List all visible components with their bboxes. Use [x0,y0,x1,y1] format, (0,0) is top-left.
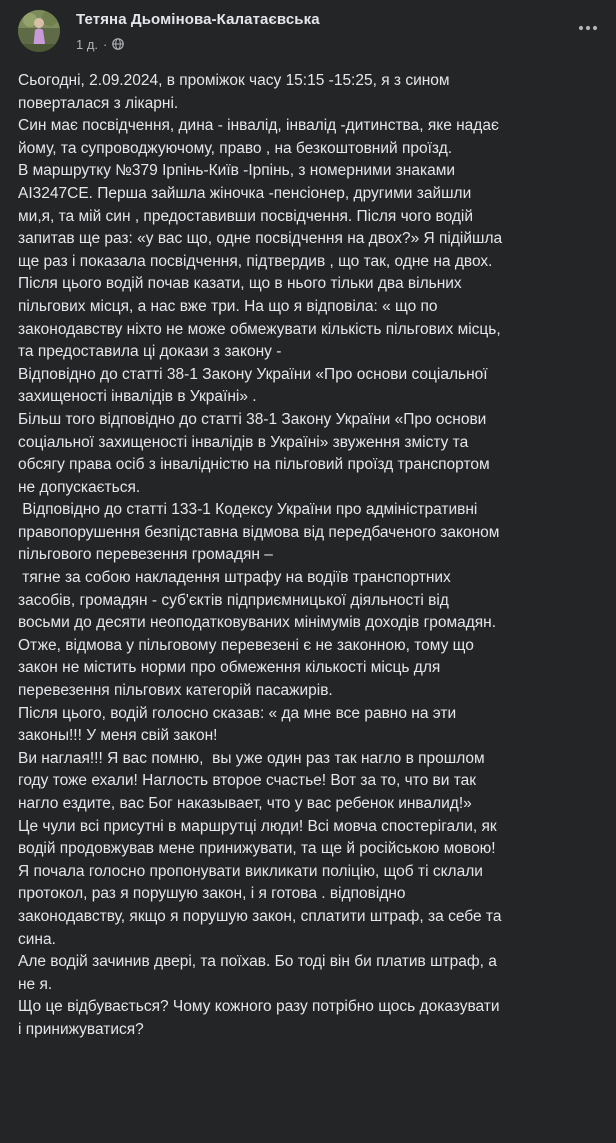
post-text-line: тягне за собою накладення штрафу на водіїв транспортних [18,569,451,587]
avatar-photo-icon [18,10,60,52]
post-text-line: нагло ездите, вас Бог наказывает, что у вас ребенок инвалид!» [18,795,472,812]
post-text-line: законы!!! У меня свій закон! [18,727,218,745]
post-text-line: запитав ще раз: «у вас що, одне посвідчення на двох?» Я підійшла [18,230,503,248]
avatar[interactable] [18,10,60,52]
post-text-line: В маршрутку №379 Ірпінь-Київ -Ірпінь, з номерними знаками [18,162,456,180]
post-text-line: Отже, відмова у пільговому перевезені є не законною, тому що [18,636,474,654]
more-options-button[interactable] [570,10,606,46]
post-text-line: восьми до десяти неоподатковуваних мінімумів доходів громадян. [18,614,497,632]
post-text-line: засобів, громадян - суб'єктів підприємницької діяльності від [18,591,449,609]
post-text-line: правопорушення безпідставна відмова від передбаченого законом [18,523,500,541]
post-text-line: йому, та супроводжуючому, право , на безкоштовний проїзд. [18,139,453,157]
post-text-line: Відповідно до статті 38-1 Закону України «Про основи соціальної [18,365,488,383]
post-text-line: Відповідно до статті 133-1 Кодексу України про адміністративні [18,501,478,519]
globe-icon[interactable] [112,38,124,50]
author-name[interactable]: Тетяна Дьомінова-Калатаєвська [76,11,320,28]
post-text-line: Що це відбувається? Чому кожного разу потрібно щось доказувати [18,998,500,1016]
meta-separator: · [103,36,108,52]
post-text-line: законодавству ніхто не може обмежувати кількість пільгових місць, [18,320,501,338]
post-meta [76,35,124,53]
post-text-line: Ви наглая!!! Я вас помню, вы уже один раз так нагло в прошлом [18,749,485,767]
post-text-line: соціальної захищеності інвалідів в Україні» звуження змісту та [18,433,469,451]
post-text-line: Це чули всі присутні в маршрутці люди! Всі мовча спостерігали, як [18,817,497,835]
post-text-line: Сьогодні, 2.09.2024, в проміжок часу 15:15 -15:25, я з сином [18,72,450,89]
post-text-line: не я. [18,975,53,993]
post-text-line: Син має посвідчення, дина - інвалід, інвалід -дитинства, яке надає [18,117,499,135]
post-text-line: не допускається. [18,478,141,496]
post-text-line: поверталася з лікарні. [18,94,179,112]
post-text-line: сина. [18,930,56,948]
post-text-line: ми,я, та мій син , предоставивши посвідчення. Після чого водій [18,207,474,225]
post-text-line: протокол, раз я порушую закон, і я готова . відповідно [18,885,406,903]
post-text [18,70,616,1042]
post-text-line: пільгового перевезення громадян – [18,546,273,564]
post-text-line: закон не містить норми про обмеження кількості місць для [18,659,441,677]
post-text-line: перевезення пільгових категорій пасажирів. [18,682,333,700]
post-text-line: Після цього водій почав казати, що в нього тільки два вільних [18,275,462,293]
post-text-line: обсягу права осіб з інвалідністю на пільговий проїзд транспортом [18,456,490,474]
post-text-line: законодавству, якщо я порушую закон, сплатити штраф, за себе та [18,907,502,925]
post-text-line: ще раз і показала посвідчення, підтвердив , що так, одне на двох. [18,252,493,270]
post-text-line: водій продовжував мене принижувати, та ще й російською мовою! [18,840,496,858]
post-text-line: пільгових місця, а нас вже три. На що я відповіла: « що по [18,297,438,315]
post-text-line: захищеності інвалідів в Україні» . [18,388,257,406]
post-text-line: Але водій зачинив двері, та поїхав. Бо тоді він би платив штраф, а [18,953,497,971]
post-text-line: году тоже ехали! Наглость второе счастье! Вот за то, что ви так [18,772,477,790]
post-text-line: Я почала голосно пропонувати викликати поліцію, щоб ті склали [18,862,483,880]
post-header [0,0,616,66]
more-dots-icon [578,25,598,31]
post-text-line: та предоставила ці докази з закону - [18,343,282,361]
post-text-line: Більш того відповідно до статті 38-1 Закону України «Про основи [18,410,487,428]
post-text-line: і принижуватися? [18,1020,144,1038]
post-timestamp[interactable]: 1 д. [76,36,99,52]
post-text-line: Після цього, водій голосно сказав: « да мне все равно на эти [18,704,457,722]
post-text-line: АІ3247СЕ. Перша зайшла жіночка -пенсіонер, другими зайшли [18,184,472,202]
